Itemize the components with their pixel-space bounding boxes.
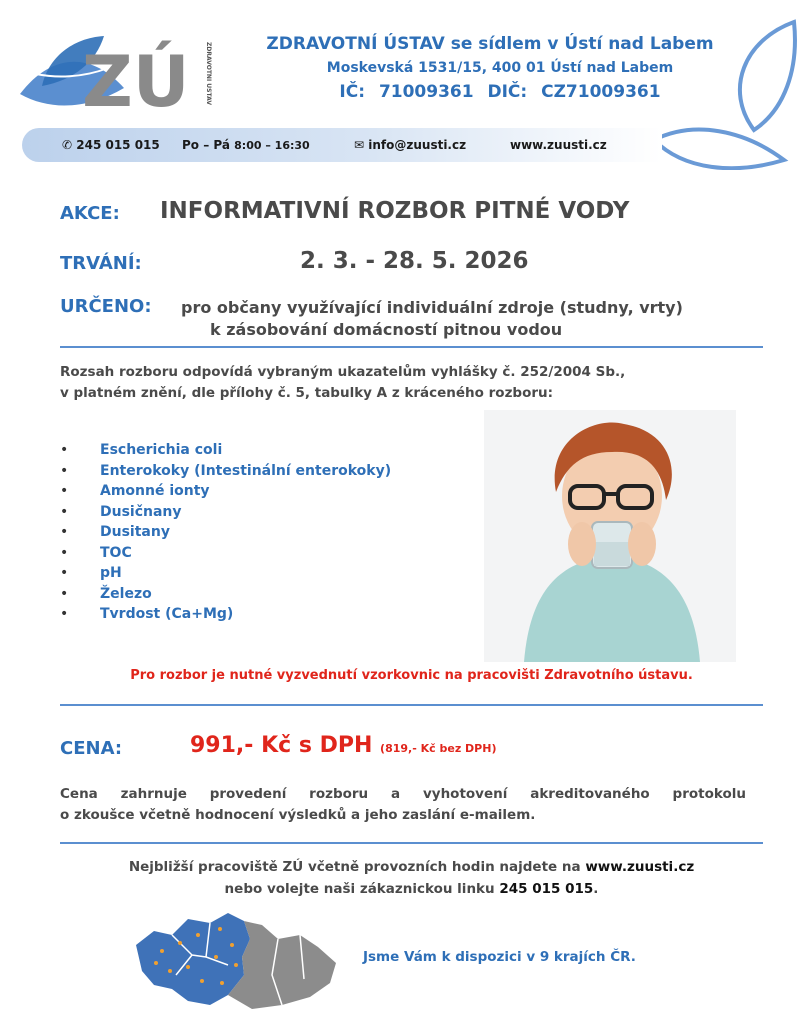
- urceno-line1: pro občany využívající individuální zdroje (studny, vrty): [181, 298, 683, 317]
- czech-regions-map: [132, 905, 340, 1013]
- list-item: • Dusitany: [60, 524, 391, 545]
- price-desc-line2: o zkoušce včetně hodnocení výsledků a jeho zaslání e-mailem.: [60, 807, 536, 823]
- logo-vertical-text: ZDRAVOTNÍ ÚSTAV: [205, 42, 212, 105]
- pickup-notice: Pro rozbor je nutné vyzvednutí vzorkovnic na pracovišti Zdravotního ústavu.: [130, 668, 693, 683]
- analysis-scope-intro: [60, 362, 740, 404]
- nearest-workplace: [60, 856, 763, 900]
- contact-phone-number: 245 015 015: [76, 138, 160, 152]
- divider: [60, 346, 763, 348]
- trvani-dates: 2. 3. - 28. 5. 2026: [300, 248, 529, 274]
- price: [190, 733, 496, 758]
- near-line2-end: .: [593, 881, 599, 897]
- hours-time: 8:00 – 16:30: [234, 139, 310, 152]
- list-item: • pH: [60, 565, 391, 586]
- list-item: • Amonné ionty: [60, 483, 391, 504]
- regions-availability: Jsme Vám k dispozici v 9 krajích ČR.: [363, 949, 636, 965]
- org-name: ZDRAVOTNÍ ÚSTAV se sídlem v Ústí nad Labem: [266, 34, 714, 54]
- near-line2-text: nebo volejte naši zákaznickou linku: [224, 881, 500, 897]
- zu-logo: [12, 22, 212, 120]
- price-desc-line1: Cena zahrnuje provedení rozboru a vyhotovení akreditovaného protokolu: [60, 786, 746, 802]
- akce-title: INFORMATIVNÍ ROZBOR PITNÉ VODY: [160, 198, 630, 224]
- price-description: [60, 784, 746, 826]
- akce-label: AKCE:: [60, 203, 120, 224]
- org-address: Moskevská 1531/15, 400 01 Ústí nad Labem: [326, 60, 674, 76]
- urceno-line2: k zásobování domácností pitnou vodou: [210, 320, 563, 339]
- list-item: • Enterokoky (Intestinální enterokoky): [60, 463, 391, 484]
- hours-days: Po – Pá: [182, 138, 230, 152]
- price-value: 991,- Kč s DPH: [190, 733, 373, 758]
- divider: [60, 842, 763, 844]
- indicators-list: [60, 442, 391, 627]
- divider: [60, 704, 763, 706]
- near-phone-link[interactable]: 245 015 015: [499, 881, 594, 897]
- intro-line2: v platném znění, dle přílohy č. 5, tabulky A z kráceného rozboru:: [60, 385, 554, 401]
- contact-hours: [182, 138, 310, 152]
- contact-bar: [22, 128, 662, 162]
- phone-icon: ✆: [62, 138, 73, 152]
- list-item: • TOC: [60, 545, 391, 566]
- mail-icon: ✉: [354, 138, 365, 152]
- near-website-link[interactable]: www.zuusti.cz: [585, 859, 695, 875]
- logo-text: ZÚ: [82, 41, 190, 120]
- org-ids: IČ: 71009361 DIČ: CZ71009361: [339, 82, 661, 102]
- trvani-label: TRVÁNÍ:: [60, 253, 142, 274]
- list-item: • Železo: [60, 586, 391, 607]
- contact-phone[interactable]: [62, 138, 160, 152]
- price-note: (819,- Kč bez DPH): [380, 742, 497, 755]
- contact-email[interactable]: [354, 138, 466, 152]
- child-drinking-photo: [484, 410, 736, 662]
- list-item: • Dusičnany: [60, 504, 391, 525]
- contact-website-link[interactable]: www.zuusti.cz: [510, 138, 607, 152]
- cena-label: CENA:: [60, 738, 123, 759]
- contact-email-address: info@zuusti.cz: [368, 138, 467, 152]
- list-item: • Tvrdost (Ca+Mg): [60, 606, 391, 627]
- intro-line1: Rozsah rozboru odpovídá vybraným ukazatelům vyhlášky č. 252/2004 Sb.,: [60, 364, 626, 380]
- list-item: • Escherichia coli: [60, 442, 391, 463]
- near-line1-text: Nejbližší pracoviště ZÚ včetně provozních hodin najdete na: [128, 859, 586, 875]
- urceno-label: URČENO:: [60, 296, 152, 317]
